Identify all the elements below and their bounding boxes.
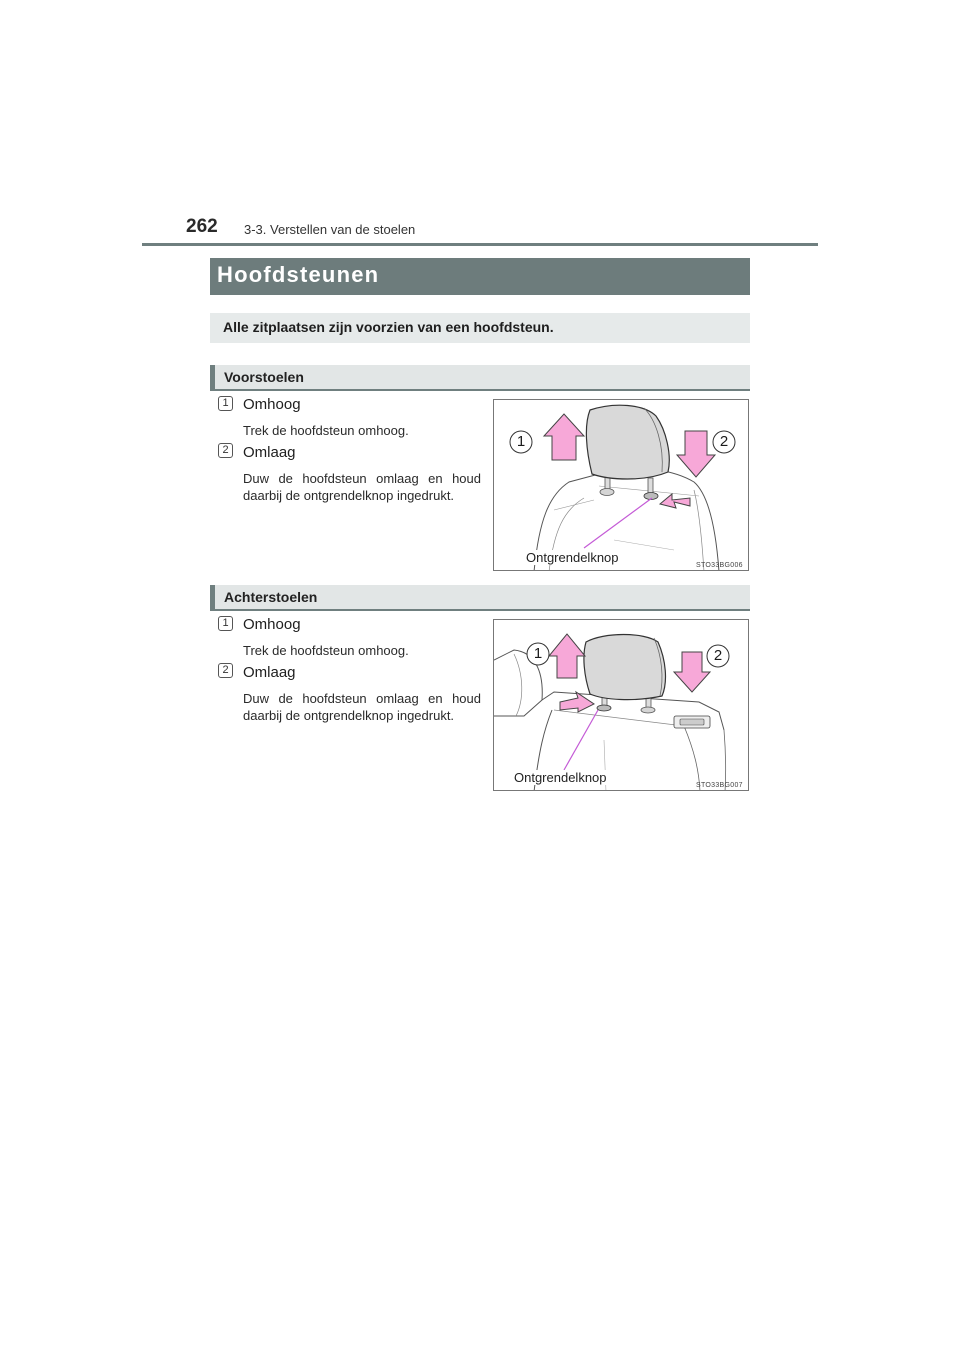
section-heading-text: Achterstoelen — [224, 589, 318, 605]
rear-headrest-illustration — [493, 619, 749, 791]
step-label: Omlaag — [243, 444, 296, 461]
page-title-bar — [210, 258, 750, 295]
front-headrest-illustration — [493, 399, 749, 571]
step-label: Omhoog — [243, 396, 301, 413]
section-accent — [210, 365, 215, 391]
step-number-icon: 1 — [218, 616, 233, 631]
step-number-icon: 2 — [218, 663, 233, 678]
intro-box — [210, 313, 750, 343]
figure-code: STO33BG006 — [696, 562, 743, 569]
step-number-icon: 1 — [218, 396, 233, 411]
page-title: Hoofdsteunen — [217, 262, 380, 287]
front-headrest-drawing — [494, 400, 749, 571]
page-number: 262 — [186, 216, 218, 237]
step-description: Trek de hoofdsteun omhoog. — [243, 423, 409, 438]
figure-caption: Ontgrendelknop — [514, 770, 607, 785]
section-heading-rear-seats — [210, 585, 750, 611]
figure-code: STO33BG007 — [696, 782, 743, 789]
header-rule — [142, 243, 818, 246]
section-heading-front-seats — [210, 365, 750, 391]
step-description: Trek de hoofdsteun omhoog. — [243, 643, 409, 658]
section-accent — [210, 585, 215, 611]
breadcrumb: 3-3. Verstellen van de stoelen — [244, 222, 416, 237]
step-label: Omlaag — [243, 664, 296, 681]
intro-text: Alle zitplaatsen zijn voorzien van een hoofdsteun. — [223, 319, 554, 335]
callout-number: 2 — [719, 433, 729, 450]
callout-number: 1 — [516, 433, 526, 450]
step-description: Duw de hoofdsteun omlaag en houd daarbij de ontgrendelknop ingedrukt. — [243, 691, 481, 723]
step-number-icon: 2 — [218, 443, 233, 458]
step-label: Omhoog — [243, 616, 301, 633]
callout-number: 1 — [533, 645, 543, 662]
figure-caption: Ontgrendelknop — [526, 550, 619, 565]
step-description: Duw de hoofdsteun omlaag en houd daarbij de ontgrendelknop ingedrukt. — [243, 471, 481, 503]
section-heading-text: Voorstoelen — [224, 369, 304, 385]
callout-number: 2 — [713, 647, 723, 664]
